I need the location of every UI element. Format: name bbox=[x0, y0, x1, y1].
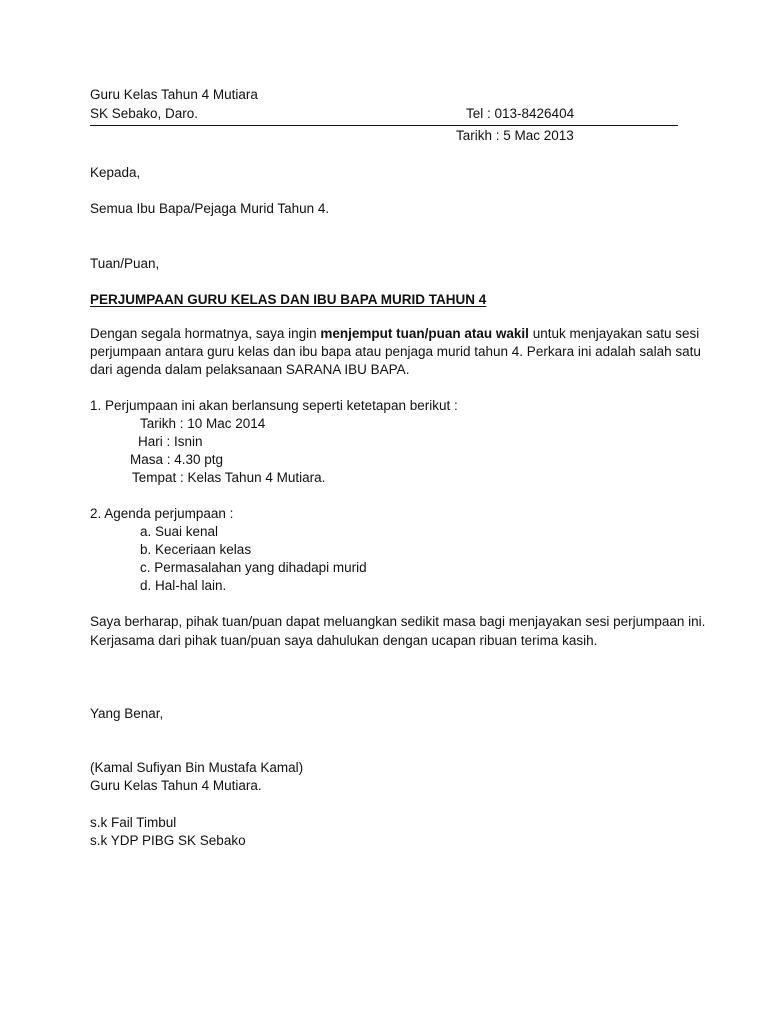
salutation: Tuan/Puan, bbox=[90, 256, 160, 271]
letter-title: PERJUMPAAN GURU KELAS DAN IBU BAPA MURID TAHUN 4 bbox=[90, 292, 487, 307]
sender-line-1: Guru Kelas Tahun 4 Mutiara bbox=[90, 87, 258, 102]
intro-line-1 bbox=[90, 325, 699, 343]
signatory-position: Guru Kelas Tahun 4 Mutiara. bbox=[90, 778, 262, 793]
signatory-name: (Kamal Sufiyan Bin Mustafa Kamal) bbox=[90, 760, 304, 775]
meeting-day: Hari : Isnin bbox=[138, 434, 203, 449]
recipient: Semua Ibu Bapa/Pejaga Murid Tahun 4. bbox=[90, 201, 330, 216]
meeting-time: Masa : 4.30 ptg bbox=[130, 452, 224, 467]
meeting-venue: Tempat : Kelas Tahun 4 Mutiara. bbox=[132, 470, 326, 485]
sender-line-2: SK Sebako, Daro. bbox=[90, 106, 199, 121]
cc-item: s.k YDP PIBG SK Sebako bbox=[90, 833, 246, 848]
agenda-item: b. Keceriaan kelas bbox=[140, 542, 252, 557]
header-divider bbox=[90, 125, 678, 126]
point-1-heading: 1. Perjumpaan ini akan berlansung seperti ketetapan berikut : bbox=[90, 398, 458, 413]
telephone: Tel : 013-8426404 bbox=[466, 106, 575, 121]
meeting-date: Tarikh : 10 Mac 2014 bbox=[140, 416, 266, 431]
intro-text-before: Dengan segala hormatnya, saya ingin bbox=[90, 326, 321, 341]
intro-line-2: perjumpaan antara guru kelas dan ibu bapa atau penjaga murid tahun 4. Perkara ini adalah salah satu bbox=[90, 344, 701, 359]
closing-line-1: Saya berharap, pihak tuan/puan dapat meluangkan sedikit masa bagi menjayakan sesi perjumpaan ini. bbox=[90, 614, 706, 629]
agenda-item: c. Permasalahan yang dihadapi murid bbox=[140, 560, 367, 575]
yang-benar: Yang Benar, bbox=[90, 706, 164, 721]
letter-date: Tarikh : 5 Mac 2013 bbox=[456, 128, 574, 143]
cc-item: s.k Fail Timbul bbox=[90, 815, 177, 830]
point-2-heading: 2. Agenda perjumpaan : bbox=[90, 506, 234, 521]
agenda-item: a. Suai kenal bbox=[140, 524, 219, 539]
agenda-item: d. Hal-hal lain. bbox=[140, 578, 227, 593]
kepada-label: Kepada, bbox=[90, 165, 141, 180]
closing-line-2: Kerjasama dari pihak tuan/puan saya dahulukan dengan ucapan ribuan terima kasih. bbox=[90, 633, 598, 648]
intro-line-3: dari agenda dalam pelaksanaan SARANA IBU BAPA. bbox=[90, 362, 410, 377]
intro-bold-text: menjemput tuan/puan atau wakil bbox=[320, 326, 529, 341]
intro-text-after: untuk menjayakan satu sesi bbox=[528, 326, 700, 341]
